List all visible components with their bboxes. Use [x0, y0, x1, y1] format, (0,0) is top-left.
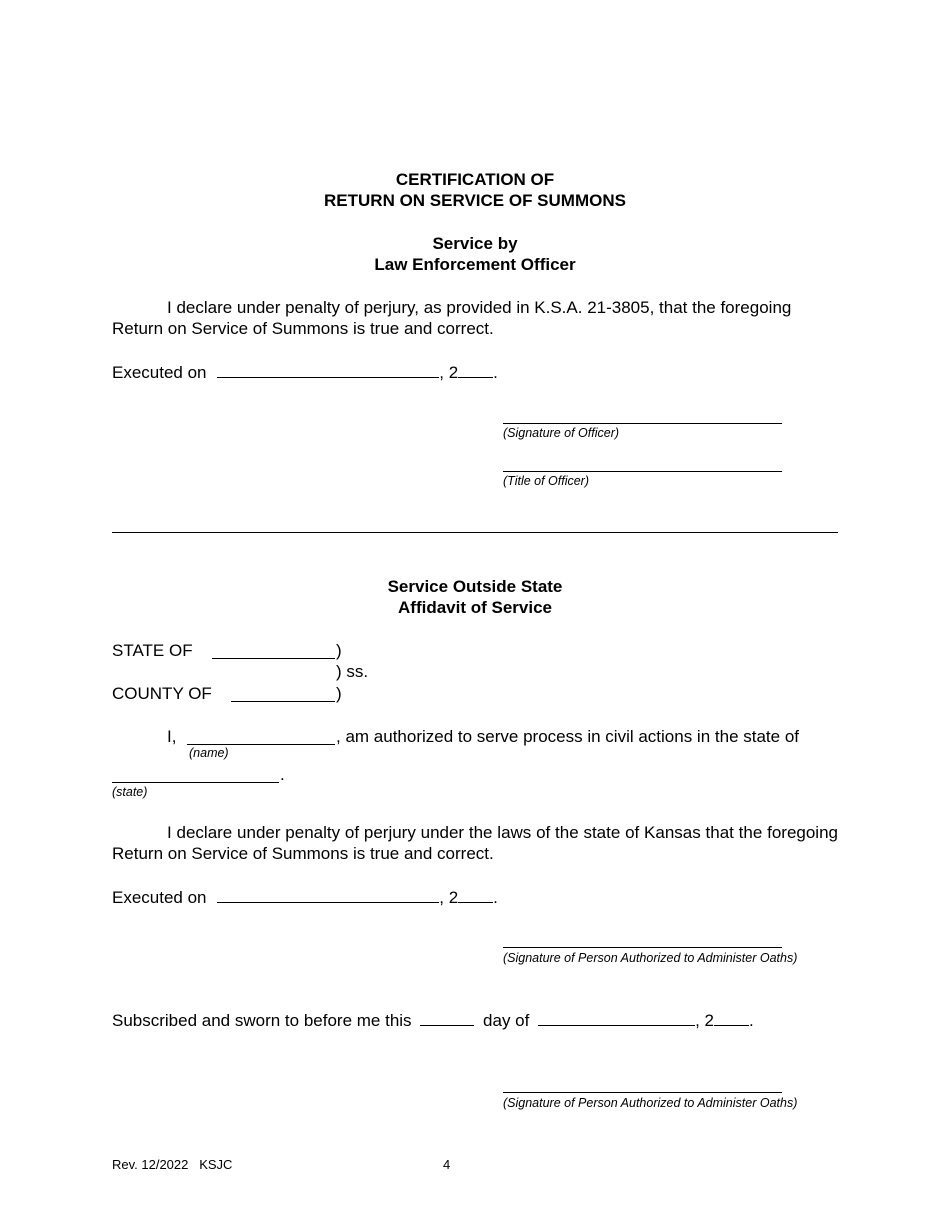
name-caption: (name): [189, 746, 229, 760]
form-title-line1: CERTIFICATION OF: [395, 170, 555, 189]
state-of-label: STATE OF: [112, 641, 193, 660]
revision-label: Rev. 12/2022 KSJC: [112, 1157, 233, 1172]
administer-oaths-caption: (Signature of Person Authorized to Administer Oaths): [503, 951, 798, 965]
venue-paren-1: ): [336, 641, 342, 660]
venue-paren-2: ): [336, 684, 342, 703]
sworn-signature-line[interactable]: [503, 1092, 782, 1093]
officer-heading-line1: Service by: [432, 234, 518, 253]
outside-declaration: [112, 822, 838, 864]
sworn-month-field[interactable]: [538, 1009, 695, 1026]
outside-heading-line1: Service Outside State: [387, 577, 563, 596]
i-label: I,: [167, 727, 177, 746]
officer-heading-line2: Law Enforcement Officer: [374, 255, 576, 274]
officer-declaration-line2: Return on Service of Summons is true and correct.: [112, 319, 494, 338]
year-prefix: , 2: [439, 888, 459, 907]
officer-declaration-line1: I declare under penalty of perjury, as provided in K.S.A. 21-3805, that the foregoing: [167, 298, 792, 317]
officer-signature-line[interactable]: [503, 423, 782, 424]
officer-signature-caption: (Signature of Officer): [503, 426, 620, 440]
state-caption: (state): [112, 785, 148, 799]
outside-executed-date-field[interactable]: [217, 886, 439, 903]
executed-label: Executed on: [112, 363, 207, 382]
outside-heading-line2: Affidavit of Service: [398, 598, 552, 617]
period: .: [493, 363, 498, 382]
day-of-label: day of: [483, 1011, 530, 1030]
outside-declaration-line2: foregoing Return on Service of Summons is true and correct.: [112, 823, 838, 863]
sworn-year-field[interactable]: [714, 1009, 749, 1026]
page-number: 4: [443, 1157, 451, 1172]
ss-label: ) ss.: [336, 662, 369, 681]
server-name-field[interactable]: [187, 744, 335, 745]
year-prefix: , 2: [439, 363, 459, 382]
form-title-line2: RETURN ON SERVICE OF SUMMONS: [324, 191, 626, 210]
subscribed-label: Subscribed and sworn to before me this: [112, 1011, 412, 1030]
sworn-signature-caption: (Signature of Person Authorized to Administer Oaths): [503, 1096, 798, 1110]
period: .: [748, 1011, 754, 1030]
server-state-field[interactable]: [112, 782, 279, 783]
state-period: .: [280, 765, 285, 784]
county-of-label: COUNTY OF: [112, 684, 212, 703]
executed-year-field[interactable]: [458, 361, 493, 378]
outside-declaration-line1: I declare under penalty of perjury under the laws of the state of Kansas that the: [167, 823, 763, 842]
period: .: [493, 888, 498, 907]
outside-executed-row: [112, 886, 498, 908]
officer-title-caption: (Title of Officer): [503, 474, 590, 488]
sworn-day-field[interactable]: [420, 1009, 474, 1026]
officer-title-line[interactable]: [503, 471, 782, 472]
executed-date-field[interactable]: [217, 361, 439, 378]
officer-executed-row: [112, 361, 498, 383]
subscribed-row: [112, 1009, 754, 1031]
section-divider: [112, 532, 838, 533]
county-of-field[interactable]: [231, 701, 335, 702]
administer-oaths-signature-line[interactable]: [503, 947, 782, 948]
outside-executed-year-field[interactable]: [458, 886, 493, 903]
state-of-field[interactable]: [212, 658, 335, 659]
executed-label: Executed on: [112, 888, 207, 907]
year-prefix: , 2: [695, 1011, 714, 1030]
authorized-text: , am authorized to serve process in civil actions in the state of: [336, 727, 800, 746]
